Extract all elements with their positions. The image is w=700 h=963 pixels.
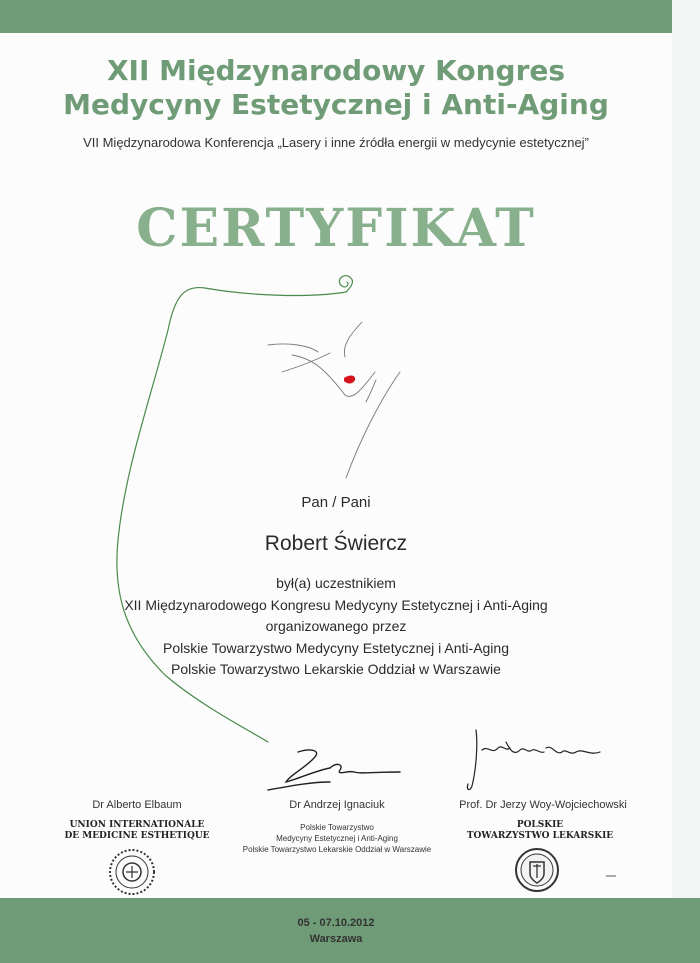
- uime-seal-icon: [108, 848, 156, 896]
- body-line: XII Międzynarodowego Kongresu Medycyny Estetycznej i Anti-Aging: [124, 596, 548, 613]
- signatory-org-ignaciuk: [212, 822, 462, 855]
- congress-title-line-2: Medycyny Estetycznej i Anti-Aging: [63, 88, 609, 121]
- congress-title-line-1: XII Międzynarodowy Kongres: [106, 54, 566, 87]
- signatory-org-ptl: [460, 820, 620, 842]
- recipient-name: Robert Świercz: [264, 532, 408, 555]
- signatory-name-ignaciuk: Dr Andrzej Ignaciuk: [289, 799, 385, 811]
- event-date-location: [0, 915, 672, 947]
- event-dates: 05 - 07.10.2012: [297, 917, 375, 929]
- org-line: POLSKIE: [516, 820, 564, 830]
- salutation: Pan / Pani: [301, 494, 371, 511]
- body-line: był(a) uczestnikiem: [276, 575, 396, 591]
- signature-woy-wojciechowski: [467, 730, 600, 790]
- org-line: Medycyny Estetycznej i Anti-Aging: [276, 834, 398, 843]
- ptl-crest-icon: [514, 846, 560, 894]
- certificate-body: [0, 573, 672, 681]
- certificate-heading: CERTYFIKAT: [136, 198, 536, 259]
- red-lips-mark: [344, 376, 355, 384]
- signatory-name-woy-wojciechowski: Prof. Dr Jerzy Woy-Wojciechowski: [459, 799, 627, 811]
- body-line: Polskie Towarzystwo Lekarskie Oddział w Warszawie: [171, 661, 501, 677]
- event-city: Warszawa: [309, 933, 363, 945]
- org-line: DE MEDICINE ESTHETIQUE: [64, 831, 210, 841]
- signatory-org-elbaum: [62, 820, 212, 842]
- body-line: Polskie Towarzystwo Medycyny Estetycznej i Anti-Aging: [163, 639, 509, 656]
- body-line: organizowanego przez: [265, 618, 407, 634]
- signatory-name-elbaum: Dr Alberto Elbaum: [92, 799, 182, 811]
- org-line: Polskie Towarzystwo Lekarskie Oddział w Warszawie: [242, 845, 432, 854]
- org-line: Polskie Towarzystwo: [300, 823, 374, 832]
- signature-ignaciuk: [268, 750, 400, 790]
- org-line: TOWARZYSTWO LEKARSKIE: [466, 831, 614, 841]
- face-features-drawing: [268, 322, 400, 478]
- conference-subtitle: VII Międzynarodowa Konferencja „Lasery i inne źródła energii w medycynie estetycznej”: [83, 135, 589, 150]
- org-line: UNION INTERNATIONALE: [69, 820, 205, 830]
